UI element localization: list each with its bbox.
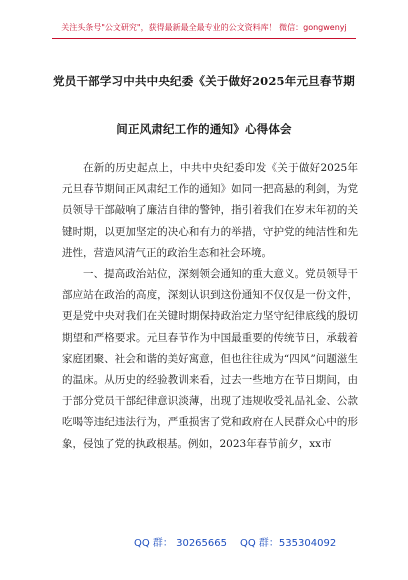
document-title-line-1: 党员干部学习中共中央纪委《关于做好2025年元旦春节期: [53, 74, 355, 88]
footer-qq-group-2: QQ 群：535304092: [240, 538, 337, 549]
header-promo-text: 关注头条号"公文研究"，获得最新最全最专业的公文资料库！ 微信：gongwenyj: [61, 23, 347, 32]
body-paragraph-2: 一、提高政治站位，深刻领会通知的重大意义。党员领导干部应站在政治的高度，深刻认识到这份通知不仅仅是一份文件，更是党中央对我们在关键时期保持政治定力坚守纪律底线的殷切期望和严格要求。元旦春节作为中国最重要的传统节日，承载着家庭团聚、社会和谐的美好寓意，但也往往成为“四风”问题滋生的温床。从历史的经验教训来看，过去一些地方在节日期间，由于部分党员干部纪律意识淡薄，出现了违规收受礼品礼金、公款吃喝等违纪违法行为，严重损害了党和政府在人民群众心中的形象，侵蚀了党的执政根基。例如，2023年春节前夕，xx市: [62, 268, 358, 450]
header-divider: [52, 38, 356, 39]
footer-qq-group-1: QQ 群： 30265665: [134, 538, 227, 549]
body-paragraph-1: 在新的历史起点上，中共中央纪委印发《关于做好2025年元旦春节期间正风肃纪工作的通知》如同一把高悬的利剑，为党员领导干部敲响了廉洁自律的警钟，指引着我们在岁末年初的关键时期，以更加坚定的决心和有力的举措，守护党的纯洁性和先进性，营造风清气正的政治生态和社会环境。: [62, 162, 358, 259]
document-title-line-2: 间正风肃纪工作的通知》心得体会: [116, 122, 292, 136]
header-banner: [0, 0, 408, 52]
document-body: [62, 158, 358, 455]
